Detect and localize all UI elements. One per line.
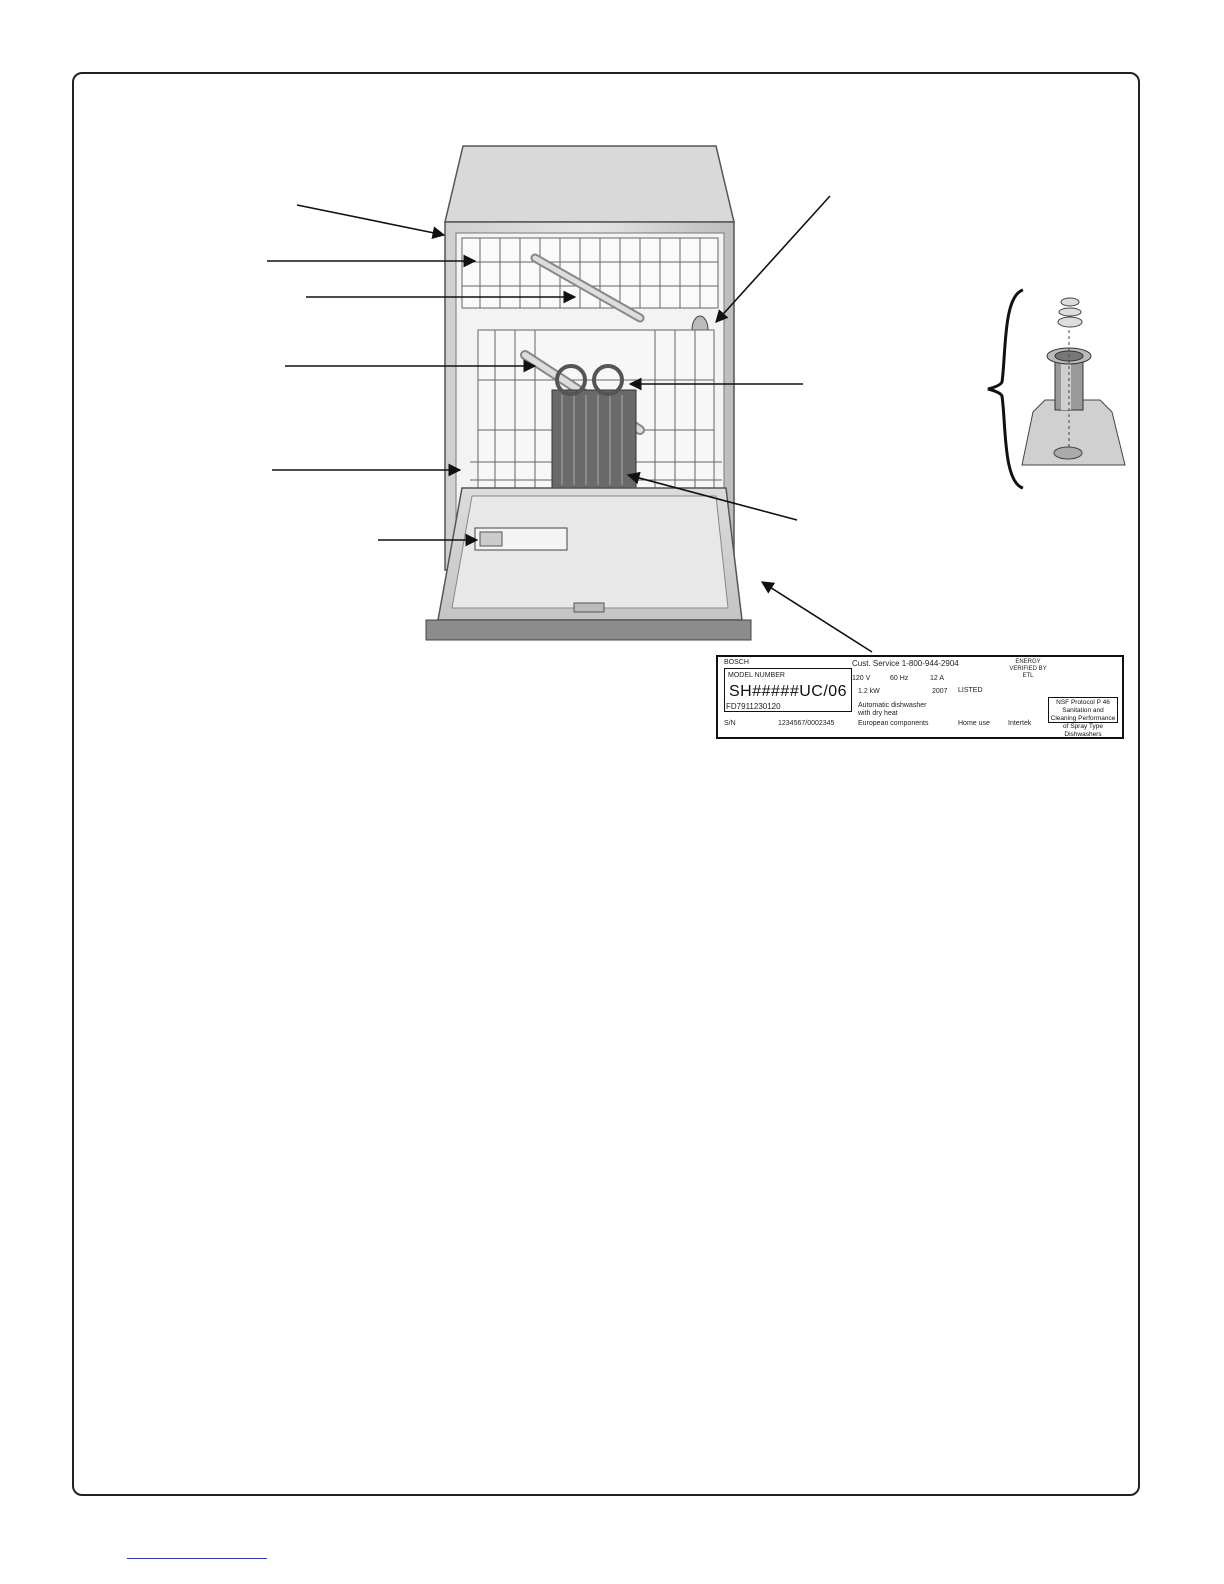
note-3: European components (858, 720, 929, 727)
nsf-note: NSF Protocol P 46 Sanitation and Cleaning Performance of Spray Type Dishwashers (1048, 697, 1118, 723)
model-heading: MODEL NUMBER (728, 672, 785, 679)
serial-label: S/N (724, 720, 736, 727)
volts: 120 V (852, 675, 871, 682)
upper-rack (462, 238, 718, 318)
etl-mark: Intertek (1008, 720, 1032, 727)
fd-number: FD7911230120 (726, 702, 781, 711)
footer-link-underline (127, 1558, 267, 1559)
energy-verified: ENERGY VERIFIED BY ETL (1009, 659, 1047, 679)
customer-service: Cust. Service 1-800-944-2904 (852, 659, 959, 668)
model-number: SH#####UC/06 (729, 683, 848, 700)
note-1: Automatic dishwasher (858, 702, 927, 709)
ul-listed: LISTED (958, 687, 983, 694)
serial-value: 1234567/0002345 (778, 720, 835, 727)
rating-plate-brand: BOSCH (724, 659, 749, 666)
home-use: Home use (958, 720, 990, 727)
rating-plate (716, 655, 1124, 739)
hz: 60 Hz (890, 675, 909, 682)
lower-rack (470, 330, 722, 490)
note-2: with dry heat (858, 710, 898, 717)
dishwasher-door (426, 488, 751, 640)
filter-assembly (988, 290, 1125, 488)
kw: 1.2 kW (858, 688, 880, 695)
year: 2007 (932, 688, 948, 695)
amps: 12 A (930, 675, 945, 682)
